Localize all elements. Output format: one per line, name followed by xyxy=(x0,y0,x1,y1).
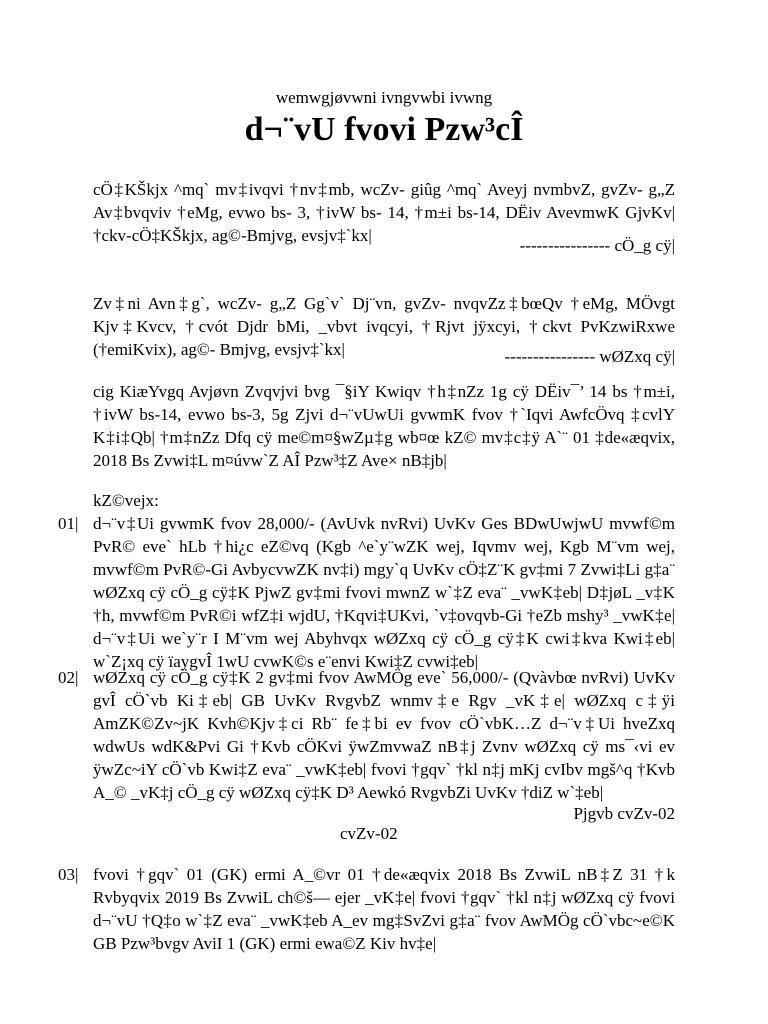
second-party-text: Zv‡ni Avn‡g`, wcZv- g„Z Gg`v` Dj¨vn, gvZv- nvqvZz‡bœQv †eMg, MÖvgt Kjv‡Kvcv, †cvót Djdr bMi, _vbvt ivqcyi, †Rjvt jÿxcyi, †ckvt PvKzwiRxwe (†emiKvix), ag©- Bmjvg, evsjv‡`kx| xyxy=(93,294,675,359)
conditions-heading: kZ©vejx: xyxy=(93,491,159,510)
second-party-label: ---------------- wØZxq cÿ| xyxy=(504,347,675,366)
agreement-intro: cig KiæYvgq Avjøvn Zvqvjvi bvg ¯§iY Kwiqv †h‡nZz 1g cÿ DËiv¯’ 14 bs †m±i, †ivW bs-14, evwo bs-3, 5g Zjvi d¬¨vUwUi gvwmK fvov †`Iqvi AwfcÖvq ‡cvlY K‡i‡Qb| †m‡nZz Dfq cÿ me©m¤§wZµ‡g wb¤œ kZ© mv‡c‡ÿ A`¨ 01 ‡de«æqvix, 2018 Bs Zvwi‡L m¤úvw`Z AÎ Pzw³‡Z Ave× nB‡jb| xyxy=(93,382,675,470)
document-title: d¬¨vU fvovi Pzw³cÎ xyxy=(244,111,524,148)
condition-number: 02| xyxy=(58,668,79,687)
condition-text: d¬¨v‡Ui gvwmK fvov 28,000/- (AvUvk nvRvi) UvKv Ges BDwUwjwU mvwf©m PvR© eve` hLb †hi¿c eZ©vq (Kgb ^e`y¨wZK wej, Iqvmv wej, Kgb M¨vm wej, mvwf©m PvR©-Gi AvbycvwZK nv‡i) mgy`q UvKv cÖ‡Z¨K gv‡mi 7 Zvwi‡Li g‡a¨ wØZxq cÿ cÖ_g cÿ‡K PjwZ gv‡mi fvovi mwnZ w`‡Z eva¨ _vwK‡eb| D‡jøL _v‡K †h, mvwf©m PvR©i wfZ‡i wjdU, †Kqvi‡UKvi, `v‡ovqvb-Gi †eZb mshy³ _vwK‡e| d¬¨v‡Ui we`y¨r I M¨vm wej Abyhvqx wØZxq cÿ cÖ_g cÿ‡K cwi‡kva Kwi‡eb| w`Z¡xq cÿ ïaygvÎ 1wU cvwK©s e¨envi Kwi‡Z cvwi‡eb| xyxy=(93,514,675,671)
first-party-text: cÖ‡KŠkjx ^mq` mv‡ivqvi †nv‡mb, wcZv- giûg ^mq` Aveyj nvmbvZ, gvZv- g„Z Av‡bvqviv †eMg, evwo bs- 3, †ivW bs- 14, †m±i bs-14, DËiv AvevmwK GjvKv| †ckv-cÖ‡KŠkjx, ag©-Bmjvg, evsjv‡`kx| xyxy=(93,180,675,245)
condition-number: 01| xyxy=(58,514,79,533)
condition-text: wØZxq cÿ cÖ_g cÿ‡K 2 gv‡mi fvov AwMÖg eve` 56,000/- (Qvàvbœ nvRvi) UvKv gvÎ cÖ`vb Ki‡eb| GB UvKv RvgvbZ wnmv‡e Rgv _vK‡e| wØZxq c‡ÿi AmZK©Zv~jK Kvh©Kjv‡ci Rb¨ fe‡bi ev fvov cÖ`vbK…Z d¬¨v‡Ui hveZxq wdwUs wdK&Pvi Gi †Kvb cÖKvi ÿwZmvwaZ nB‡j Zvnv wØZxq cÿ ms¯‹vi ev ÿwZc~iY cÖ`vb Kwi‡Z eva¨ _vwK‡eb| fvovi †gqv` †kl n‡j mKj cvIbv mgš^q †Kvb A_© _vK‡j cÖ_g cÿ wØZxq cÿ‡K D³ Aewkó RvgvbZi UvKv †diZ w`‡eb| xyxy=(93,668,675,802)
page-number: cvZv-02 xyxy=(340,824,398,843)
condition-number: 03| xyxy=(58,865,79,884)
first-party-label: ---------------- cÖ_g cÿ| xyxy=(519,236,675,255)
continued-note: Pjgvb cvZv-02 xyxy=(573,804,675,823)
document-subtitle: wemwgjøvwni ivngvwbi ivwng xyxy=(275,88,493,107)
condition-text: fvovi †gqv` 01 (GK) ermi A_©vr 01 †de«æqvix 2018 Bs ZvwiL nB‡Z 31 †k Rvbyqvix 2019 Bs ZvwiL ch©š— ejer _vK‡e| fvovi †gqv` †kl n‡j wØZxq cÿ fvovi d¬¨vU †Q‡o w`‡Z eva¨ _vwK‡eb A_ev mg‡SvZvi g‡a¨ fvov AwMÖg cÖ`vbc~e©K GB Pzw³bvgv AviI 1 (GK) ermi ewa©Z Kiv hv‡e| xyxy=(93,865,675,953)
